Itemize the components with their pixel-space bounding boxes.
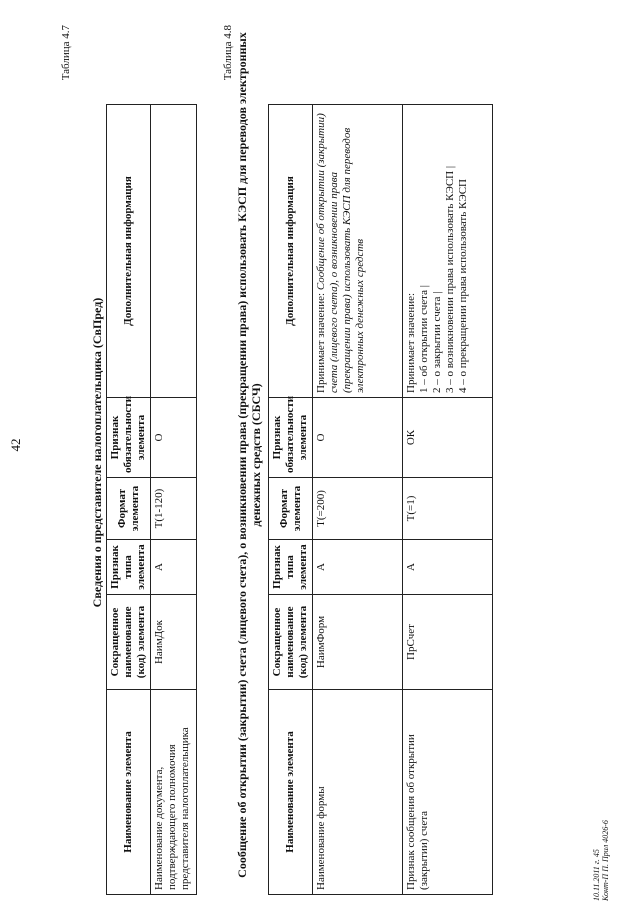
element-code-cell: НаимДок bbox=[151, 595, 197, 690]
element-req-cell: О bbox=[151, 398, 197, 478]
header-cell: Признак типа элемента bbox=[107, 540, 151, 595]
info-line: 3 – о возникновении права использовать КЭСП | bbox=[444, 165, 456, 393]
header-cell: Наименование элемента bbox=[107, 690, 151, 895]
header-cell: Формат элемента bbox=[107, 478, 151, 540]
table-row bbox=[151, 105, 197, 895]
table-4-8-title: Сообщение об открытии (закрытии) счета (лицевого счета), о возникновении права (прекращении права) использовать КЭСП для переводов электронных денежных средств (СБСЧ) bbox=[235, 32, 263, 878]
footer-line: Конт-П П. Прил 4026-6 bbox=[601, 820, 610, 901]
info-prefix: Принимает значение: bbox=[315, 290, 327, 393]
element-format-cell: Т(1-120) bbox=[151, 478, 197, 540]
element-format-cell: Т(=1) bbox=[403, 478, 493, 540]
header-cell: Признак типа элемента bbox=[269, 540, 313, 595]
element-format-cell: Т(=200) bbox=[313, 478, 403, 540]
element-info-cell bbox=[403, 105, 493, 398]
element-code-cell: ПрСчет bbox=[403, 595, 493, 690]
element-code-cell: НаимФорм bbox=[313, 595, 403, 690]
element-name-cell: Наименование формы bbox=[313, 690, 403, 895]
table-4-8 bbox=[268, 104, 493, 895]
element-req-cell: ОК bbox=[403, 398, 493, 478]
header-cell: Сокращенное наименование (код) элемента bbox=[107, 595, 151, 690]
info-italic-value: Сообщение об открытии (закрытии) счета (лицевого счета), о возникновении права (прекращении права) использовать КЭСП для переводов электронных денежных средств bbox=[315, 113, 366, 393]
element-info-cell bbox=[151, 105, 197, 398]
table-4-7-title: Сведения о представителе налогоплательщика (СвПред) bbox=[90, 297, 104, 608]
footer-note bbox=[592, 781, 610, 901]
table-4-8-header-row bbox=[269, 105, 313, 895]
table-4-8-label: Таблица 4.8 bbox=[222, 25, 234, 81]
table-row bbox=[403, 105, 493, 895]
table-4-7-label: Таблица 4.7 bbox=[60, 25, 72, 81]
element-type-cell: А bbox=[403, 540, 493, 595]
header-cell: Дополнительная информация bbox=[269, 105, 313, 398]
info-line: 4 – о прекращении права использовать КЭСП bbox=[457, 179, 469, 393]
header-cell: Наименование элемента bbox=[269, 690, 313, 895]
info-line: Принимает значение: bbox=[405, 292, 417, 393]
table-row bbox=[313, 105, 403, 895]
element-name-cell: Наименование документа, подтверждающего полномочия представителя налогоплательщика bbox=[151, 690, 197, 895]
header-cell: Формат элемента bbox=[269, 478, 313, 540]
element-type-cell: А bbox=[151, 540, 197, 595]
header-cell: Признак обязательности элемента bbox=[269, 398, 313, 478]
element-req-cell: О bbox=[313, 398, 403, 478]
table-4-7-header-row bbox=[107, 105, 151, 895]
page-number: 42 bbox=[8, 438, 23, 452]
table-4-7 bbox=[106, 104, 197, 895]
header-cell: Дополнительная информация bbox=[107, 105, 151, 398]
info-line: 2 – о закрытии счета | bbox=[431, 291, 443, 393]
element-info-cell bbox=[313, 105, 403, 398]
footer-line: 10.11.2011 г. 45 bbox=[592, 849, 601, 901]
header-cell: Признак обязательности элемента bbox=[107, 398, 151, 478]
element-type-cell: А bbox=[313, 540, 403, 595]
info-line: 1 – об открытии счета | bbox=[418, 285, 430, 393]
header-cell: Сокращенное наименование (код) элемента bbox=[269, 595, 313, 690]
element-name-cell: Признак сообщения об открытии (закрытии) счета bbox=[403, 690, 493, 895]
